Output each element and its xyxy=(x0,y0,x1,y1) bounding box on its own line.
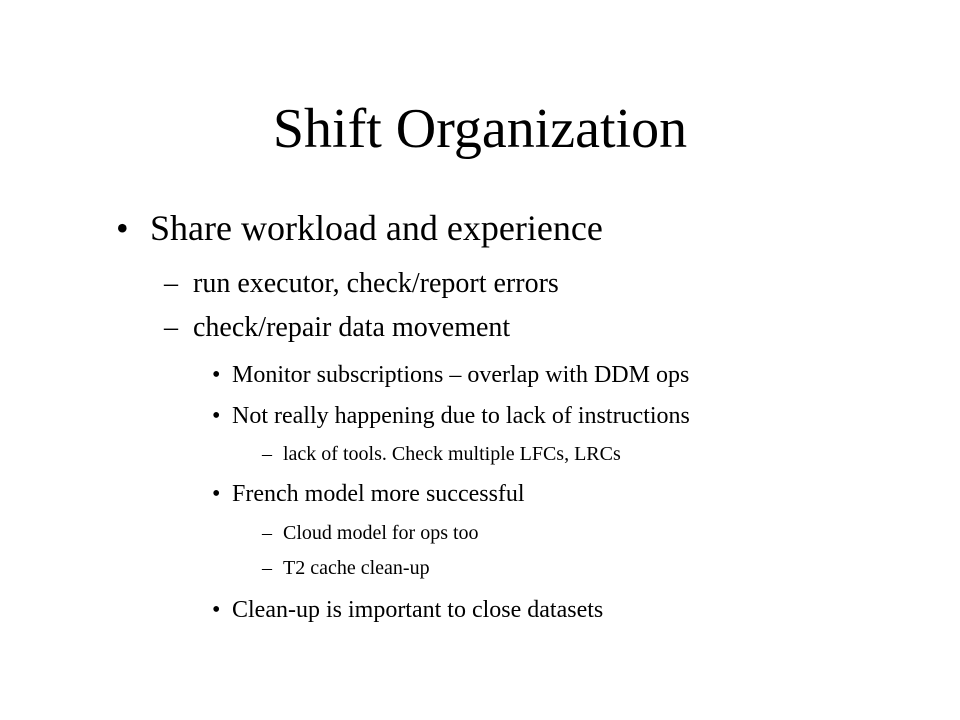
sub-bullet-text: run executor, check/report errors xyxy=(193,268,559,299)
sub-bullet-text: check/repair data movement xyxy=(193,312,511,343)
bullet-marker: • xyxy=(212,362,221,388)
level4-text: lack of tools. Check multiple LFCs, LRCs xyxy=(283,443,621,465)
sub-sub-bullet-text: French model more successful xyxy=(232,481,525,507)
bullet-marker: • xyxy=(212,403,221,429)
dash-marker: – xyxy=(262,557,272,579)
bullet-marker: • xyxy=(212,481,221,507)
bullet-marker: • xyxy=(116,208,129,248)
sub-sub-bullet-text: Monitor subscriptions – overlap with DDM ops xyxy=(232,362,690,388)
dash-marker: – xyxy=(262,522,272,544)
bullet-text: Share workload and experience xyxy=(150,208,603,248)
slide-title: Shift Organization xyxy=(272,98,688,160)
dash-marker: – xyxy=(164,312,178,343)
dash-marker: – xyxy=(262,443,272,465)
bullet-marker: • xyxy=(212,597,221,623)
level4-text: T2 cache clean-up xyxy=(283,557,430,579)
sub-sub-bullet-text: Not really happening due to lack of instructions xyxy=(232,403,690,429)
dash-marker: – xyxy=(164,268,178,299)
sub-sub-bullet-text: Clean-up is important to close datasets xyxy=(232,597,604,623)
level4-text: Cloud model for ops too xyxy=(283,522,479,544)
